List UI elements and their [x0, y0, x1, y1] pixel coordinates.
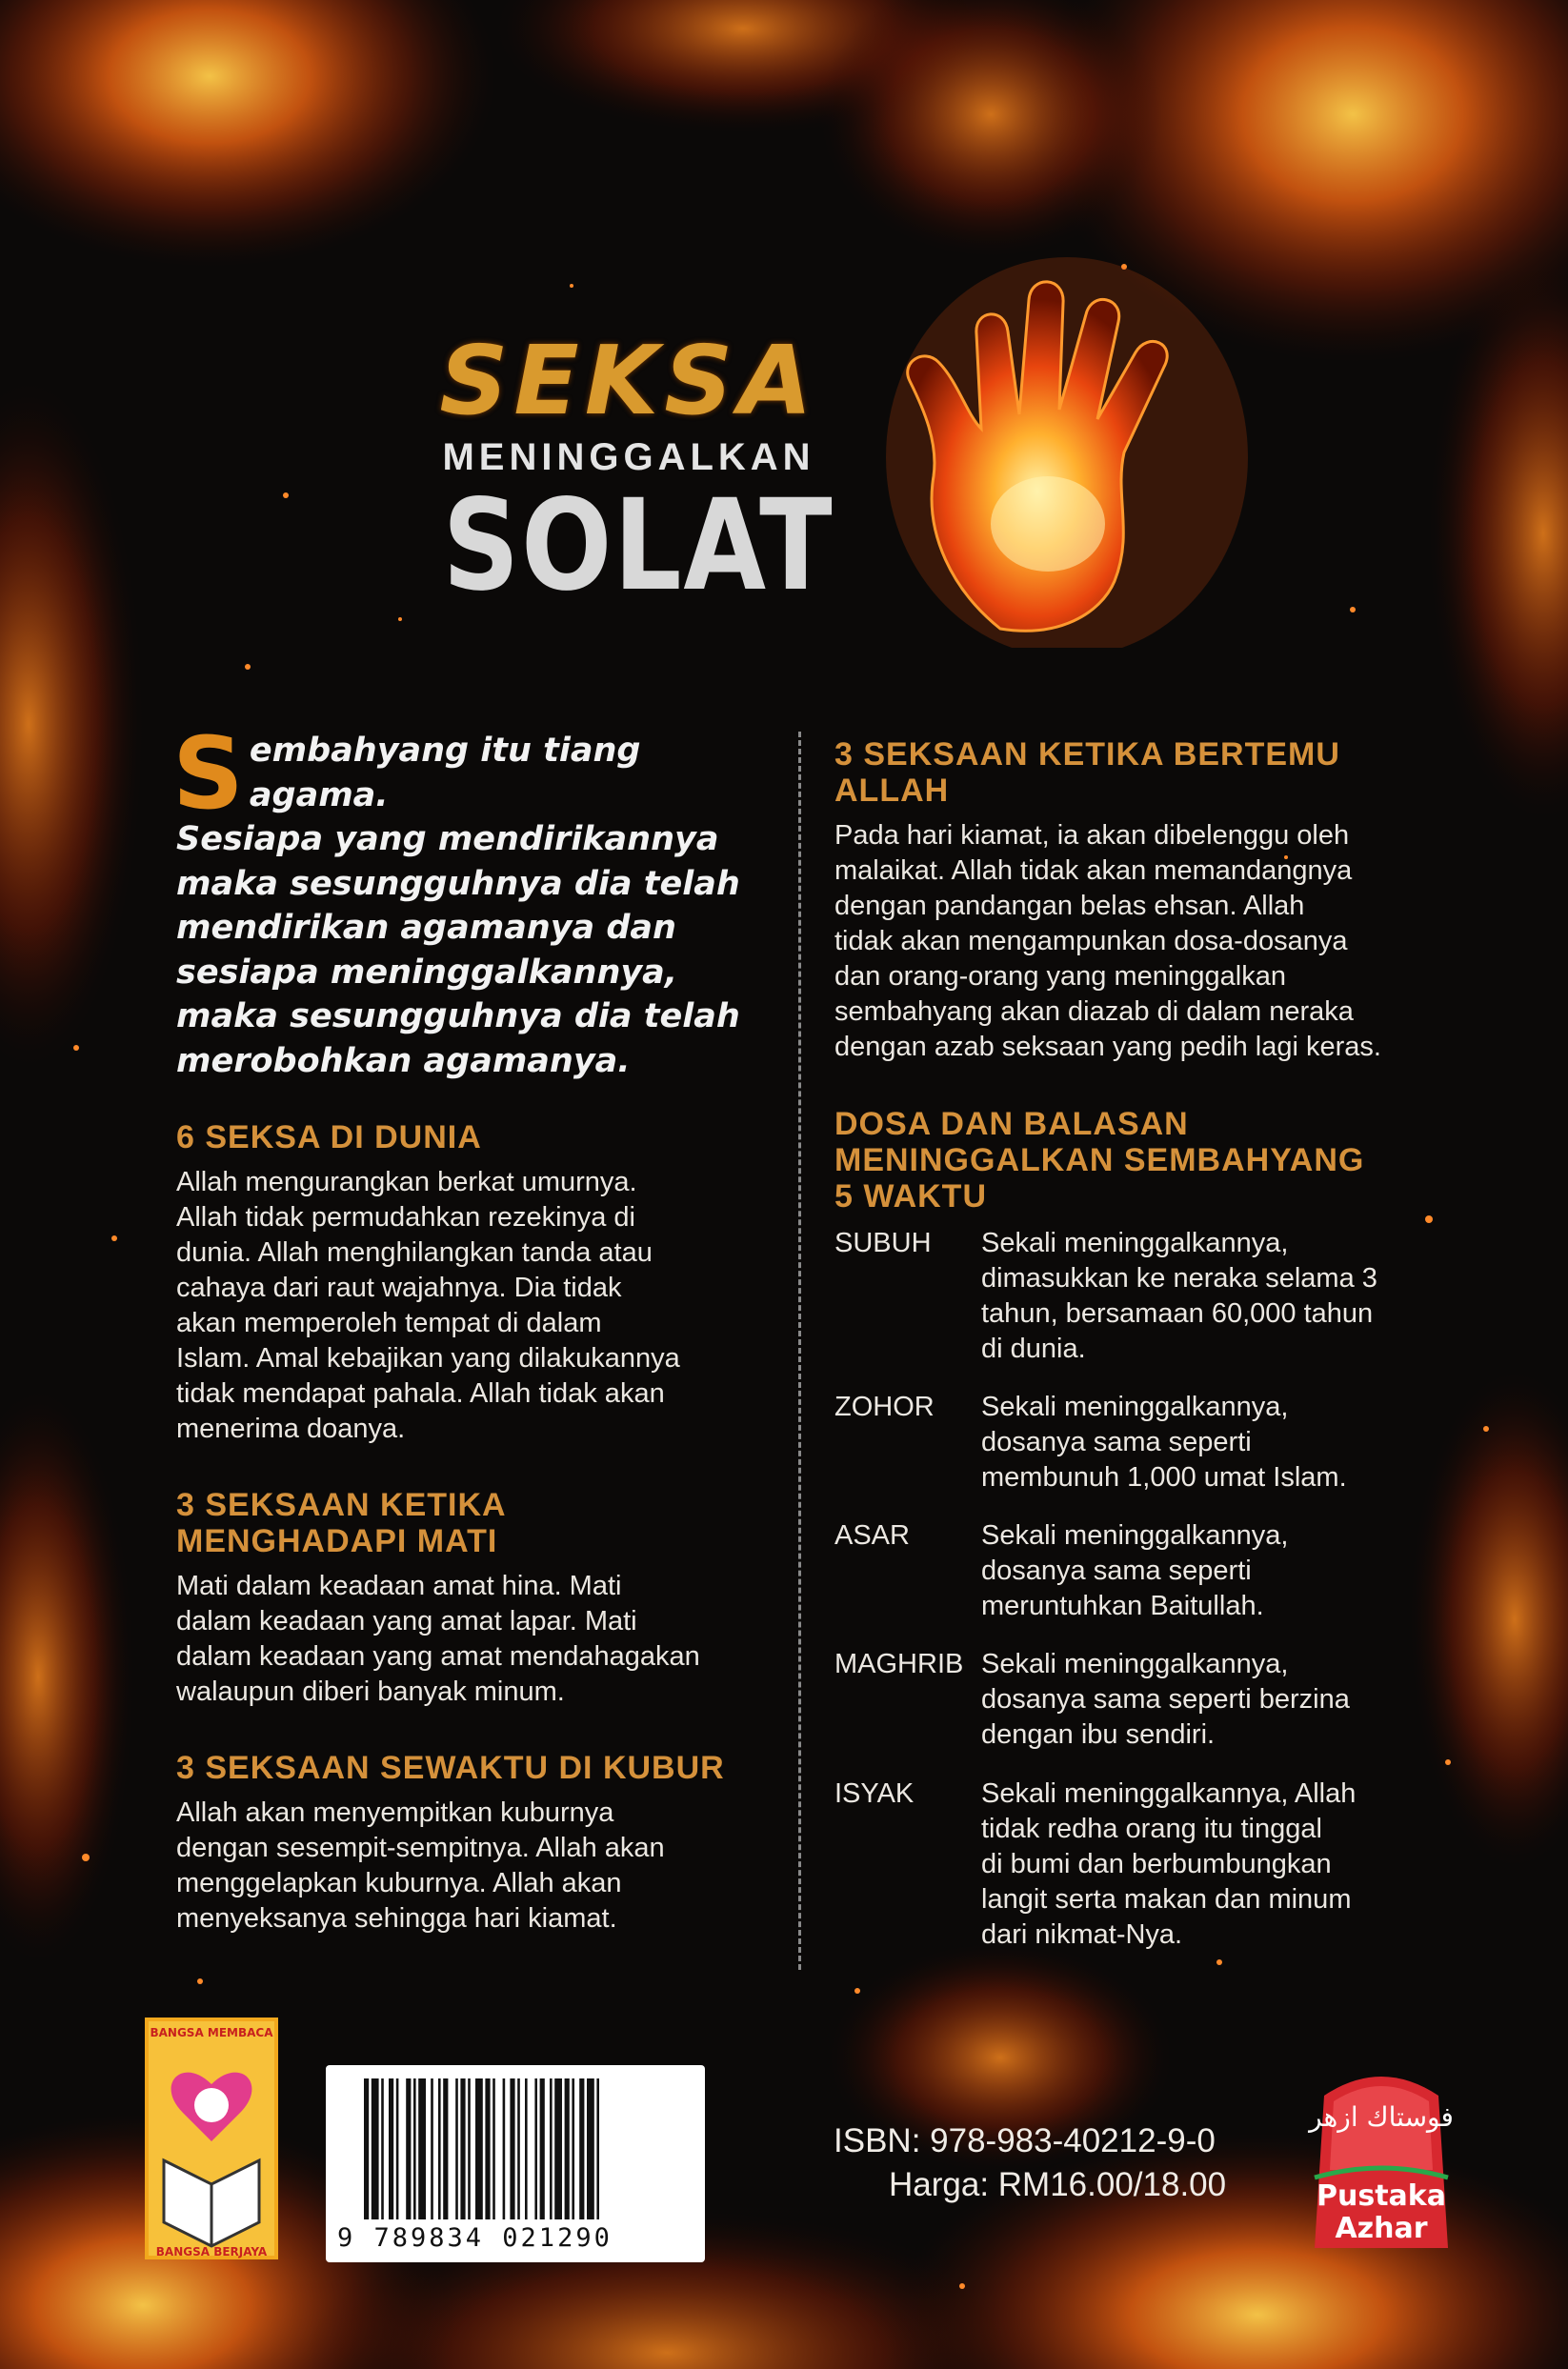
body-line: dengan sesempit-sempitnya. Allah akan — [176, 1833, 665, 1863]
body-line: tidak redha orang itu tinggal — [981, 1814, 1322, 1844]
waktu-description — [981, 1518, 1457, 1624]
section-body — [834, 818, 1463, 1065]
barcode-bar — [534, 2078, 537, 2219]
barcode-bar — [485, 2078, 490, 2219]
body-line: dan orang-orang yang meninggalkan — [834, 961, 1287, 992]
body-line: dalam keadaan yang amat mendahagakan — [176, 1641, 700, 1672]
barcode-bar — [525, 2078, 528, 2219]
barcode-bar — [572, 2078, 574, 2219]
body-line: tahun, bersamaan 60,000 tahun — [981, 1298, 1374, 1329]
intro-line: sesiapa meninggalkannya, — [176, 953, 678, 992]
waktu-name: MAGHRIB — [834, 1649, 964, 1679]
body-line: dengan pandangan belas ehsan. Allah — [834, 891, 1305, 921]
body-line: dosanya sama seperti — [981, 1556, 1252, 1586]
barcode-bar — [460, 2078, 465, 2219]
body-line: menyeksanya sehingga hari kiamat. — [176, 1903, 617, 1934]
barcode-bar — [364, 2078, 369, 2219]
waktu-description — [981, 1777, 1457, 1953]
body-line: dari nikmat-Nya. — [981, 1919, 1183, 1950]
barcode-bar — [372, 2078, 379, 2219]
body-line: menerima doanya. — [176, 1414, 406, 1444]
waktu-name: ASAR — [834, 1520, 910, 1551]
book-title — [410, 325, 848, 619]
body-line: membunuh 1,000 umat Islam. — [981, 1462, 1347, 1493]
body-line: di bumi dan berbumbungkan — [981, 1849, 1332, 1879]
intro-dropcap: S — [172, 715, 244, 832]
section-seksa-dunia — [176, 1119, 767, 1447]
bangsa-membaca-logo — [145, 2018, 278, 2259]
publisher-arabic: فوستاك ازهر — [1309, 2101, 1454, 2133]
body-line: tidak akan mengampunkan dosa-dosanya — [834, 926, 1348, 956]
body-line: Allah mengurangkan berkat umurnya. — [176, 1167, 637, 1197]
isbn-text: ISBN: 978-983-40212-9-0 — [834, 2122, 1216, 2159]
logo-text-top: BANGSA MEMBACA — [150, 2026, 273, 2039]
section-body — [176, 1165, 767, 1447]
barcode-bar — [510, 2078, 514, 2219]
body-line: Islam. Amal kebajikan yang dilakukannya — [176, 1343, 680, 1374]
waktu-name: ZOHOR — [834, 1392, 935, 1422]
section-dosa-balasan — [834, 1106, 1463, 1215]
section-body — [176, 1569, 767, 1710]
section-heading: 3 SEKSAAN KETIKA — [176, 1487, 507, 1523]
body-line: Sekali meninggalkannya, — [981, 1649, 1289, 1679]
body-line: dosanya sama seperti berzina — [981, 1684, 1350, 1715]
price-text: Harga: RM16.00/18.00 — [889, 2166, 1227, 2203]
intro-line: maka sesungguhnya dia telah — [176, 997, 740, 1035]
section-heading: 3 SEKSAAN SEWAKTU DI KUBUR — [176, 1750, 725, 1786]
barcode-bar — [443, 2078, 448, 2219]
intro-line: embahyang itu tiang agama. — [249, 732, 641, 814]
section-heading: DOSA DAN BALASAN — [834, 1106, 1189, 1142]
section-heading: MENGHADAPI MATI — [176, 1523, 498, 1559]
section-heading: ALLAH — [834, 773, 950, 809]
body-line: menggelapkan kuburnya. Allah akan — [176, 1868, 622, 1898]
barcode-bar — [554, 2078, 562, 2219]
body-line: sembahyang akan diazab di dalam neraka — [834, 996, 1354, 1027]
body-line: di dunia. — [981, 1334, 1086, 1364]
body-line: walaupun diberi banyak minum. — [176, 1676, 565, 1707]
body-line: malaikat. Allah tidak akan memandangnya — [834, 855, 1353, 886]
body-line: dosanya sama seperti — [981, 1427, 1252, 1457]
section-body — [176, 1796, 767, 1937]
intro-line: merobohkan agamanya. — [176, 1041, 631, 1080]
body-line: Mati dalam keadaan amat hina. Mati — [176, 1571, 622, 1601]
body-line: dunia. Allah menghilangkan tanda atau — [176, 1237, 653, 1268]
body-line: dalam keadaan yang amat lapar. Mati — [176, 1606, 637, 1636]
title-meninggalkan: MENINGGALKAN — [442, 436, 815, 478]
burning-hand-illustration — [886, 248, 1248, 648]
intro-line: maka sesungguhnya dia telah — [176, 864, 740, 903]
barcode-bar — [418, 2078, 426, 2219]
barcode-bar — [503, 2078, 506, 2219]
body-line: Allah akan menyempitkan kuburnya — [176, 1797, 614, 1828]
left-column — [172, 715, 767, 1934]
body-line: dengan azab seksaan yang pedih lagi keras. — [834, 1032, 1381, 1062]
barcode-bar — [381, 2078, 384, 2219]
section-heading: 5 WAKTU — [834, 1178, 987, 1215]
barcode-bar — [493, 2078, 495, 2219]
section-seksaan-kubur — [176, 1750, 767, 1937]
section-bertemu-allah — [834, 736, 1463, 1065]
title-solat: SOLAT — [442, 472, 834, 619]
intro-quote — [172, 715, 767, 1083]
waktu-description — [981, 1647, 1457, 1753]
barcode-bar — [596, 2078, 599, 2219]
waktu-description — [981, 1390, 1457, 1496]
barcode-bar — [413, 2078, 416, 2219]
body-line: akan memperoleh tempat di dalam — [176, 1308, 602, 1338]
section-heading: 3 SEKSAAN KETIKA BERTEMU — [834, 736, 1340, 773]
section-heading: MENINGGALKAN SEMBAHYANG — [834, 1142, 1365, 1178]
body-line: tidak mendapat pahala. Allah tidak akan — [176, 1378, 665, 1409]
intro-line: mendirikan agamanya dan — [176, 909, 676, 947]
barcode-bar — [565, 2078, 570, 2219]
title-seksa: SEKSA — [439, 325, 818, 436]
body-line: Allah tidak permudahkan rezekinya di — [176, 1202, 635, 1233]
logo-text-bottom: BANGSA BERJAYA — [155, 2245, 268, 2259]
barcode-number: 9 789834 021290 — [337, 2223, 613, 2253]
barcode-bar — [579, 2078, 584, 2219]
body-line: Pada hari kiamat, ia akan dibelenggu oleh — [834, 820, 1350, 851]
waktu-name: SUBUH — [834, 1228, 932, 1258]
pustaka-azhar-logo — [1305, 2067, 1457, 2258]
barcode-bar — [406, 2078, 411, 2219]
body-line: Sekali meninggalkannya, — [981, 1228, 1289, 1258]
barcode-bar — [389, 2078, 393, 2219]
barcode-bar — [455, 2078, 458, 2219]
barcode-bar — [431, 2078, 433, 2219]
barcode-bar — [540, 2078, 545, 2219]
barcode-bar — [587, 2078, 594, 2219]
body-line: Sekali meninggalkannya, — [981, 1520, 1289, 1551]
section-seksaan-mati — [176, 1487, 767, 1710]
column-divider — [798, 732, 801, 1970]
barcode-bar — [550, 2078, 553, 2219]
waktu-name: ISYAK — [834, 1778, 915, 1809]
intro-line: Sesiapa yang mendirikannya — [176, 820, 719, 858]
body-line: Sekali meninggalkannya, Allah — [981, 1778, 1357, 1809]
body-line: meruntuhkan Baitullah. — [981, 1591, 1264, 1621]
body-line: cahaya dari raut wajahnya. Dia tidak — [176, 1273, 622, 1303]
barcode-bar — [468, 2078, 471, 2219]
publisher-name-line1: Pustaka — [1317, 2179, 1446, 2213]
body-line: dengan ibu sendiri. — [981, 1719, 1216, 1750]
barcode-bar — [517, 2078, 520, 2219]
barcode-bar — [438, 2078, 441, 2219]
body-line: Sekali meninggalkannya, — [981, 1392, 1289, 1422]
section-heading: 6 SEKSA DI DUNIA — [176, 1119, 482, 1155]
body-line: langit serta makan dan minum — [981, 1884, 1352, 1915]
barcode-bar — [396, 2078, 399, 2219]
waktu-description — [981, 1226, 1457, 1367]
publisher-name-line2: Azhar — [1335, 2212, 1428, 2245]
body-line: dimasukkan ke neraka selama 3 — [981, 1263, 1377, 1294]
barcode-bar — [475, 2078, 483, 2219]
isbn-barcode — [326, 2065, 705, 2262]
